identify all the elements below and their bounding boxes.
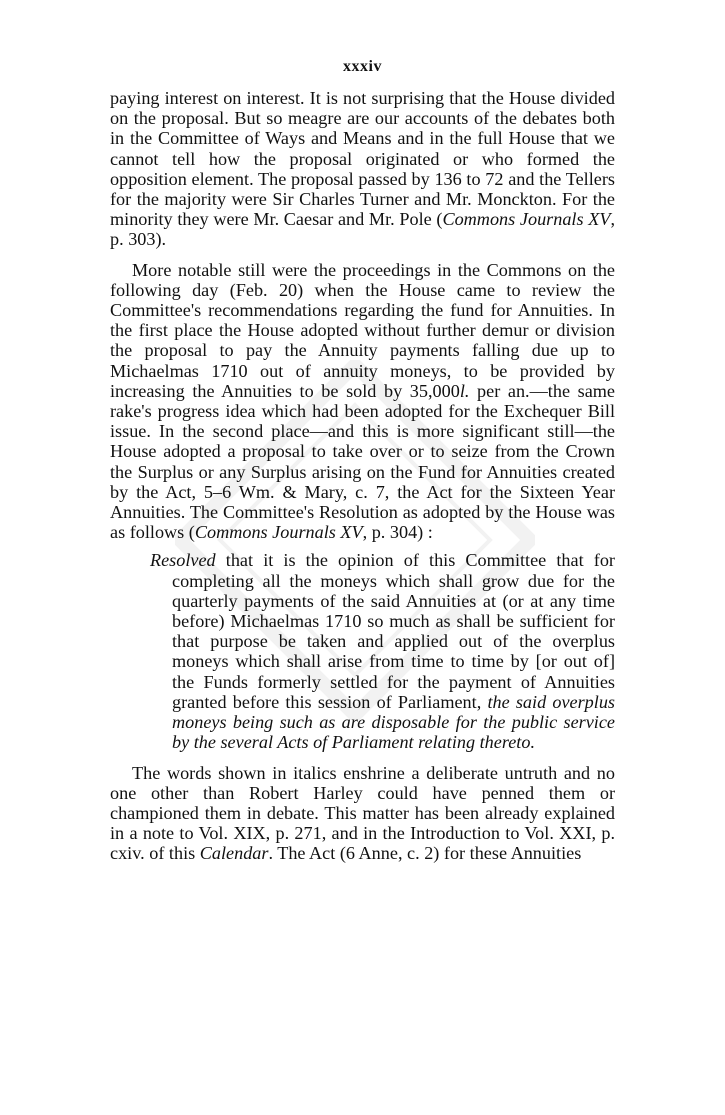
paragraph-3: The words shown in italics enshrine a deliberate untruth and no one other than Robert Harley could have penned them or championed them in debate. This matter has been already explained in a note to Vol. XIX, p. 271, and in the Introduction to Vol. XXI, p. cxiv. of this Calendar. The Act (6 Anne, c. 2) for these Annuities bbox=[110, 762, 615, 864]
block-quote-resolution: Resolved that it is the opinion of this Committee that for completing all the moneys which shall grow due for the quarterly payments of the said Annuities at (or at any time before) Michaelmas 1710 so much as shall be sufficient for that purpose be taken and applied out of the overplus moneys which shall arise from time to time by [or out of] the Funds formerly settled for the payment of Annuities granted before this session of Parliament, the said overplus moneys being such as are disposable for the public service by the several Acts of Parliament relating thereto. bbox=[150, 550, 615, 753]
paragraph-1: paying interest on interest. It is not surprising that the House divided on the proposal. But so meagre are our accounts of the debates both in the Committee of Ways and Means and in the full House that we cannot tell how the proposal originated or who formed the opposition element. The proposal passed by 136 to 72 and the Tellers for the majority were Sir Charles Turner and Mr. Monckton. For the minority they were Mr. Caesar and Mr. Pole (Commons Journals XV, p. 303). bbox=[110, 88, 616, 250]
resolved-italic: Resolved bbox=[150, 550, 216, 571]
citation-italic: Commons Journals XV bbox=[194, 522, 363, 543]
currency-italic: l. bbox=[459, 380, 470, 401]
page-body bbox=[110, 88, 615, 864]
emphasis-italic: the said overplus moneys being such as are disposable for the public service by the several Acts of Parliament relating thereto. bbox=[172, 691, 615, 753]
calendar-italic: Calendar bbox=[199, 843, 269, 864]
citation-italic: Commons Journals XV bbox=[442, 209, 611, 230]
page-number: xxxiv bbox=[343, 58, 382, 75]
paragraph-2: More notable still were the proceedings in the Commons on the following day (Feb. 20) when the House came to review the Committee's recommendations regarding the fund for Annuities. In the first place the House adopted without further demur or division the proposal to pay the Annuity payments falling due up to Michaelmas 1710 out of annuity moneys, to be provided by increasing the Annuities to be sold by 35,000l. per an.—the same rake's progress idea which had been adopted for the Exchequer Bill issue. In the second place—and this is more significant still—the House adopted a proposal to take over or to seize from the Crown the Surplus or any Surplus arising on the Fund for Annuities created by the Act, 5–6 Wm. & Mary, c. 7, the Act for the Sixteen Year Annuities. The Committee's Resolution as adopted by the House was as follows (Commons Journals XV, p. 304) : bbox=[110, 259, 615, 543]
